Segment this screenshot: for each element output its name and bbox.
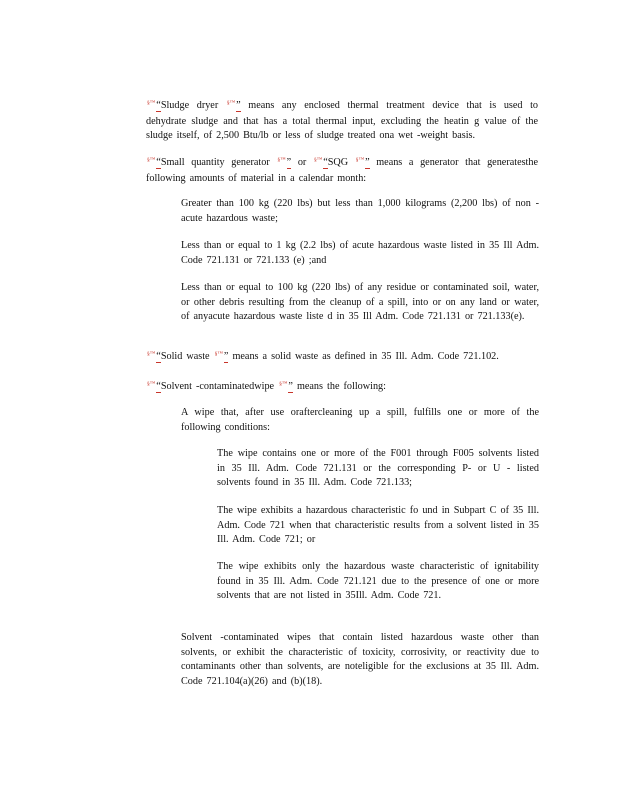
term-sludge-dryer: Sludge dryer (160, 100, 219, 111)
wipe-condition-3: The wipe exhibits only the hazardous waste characteristic of ignitability found in 35 Ill. Adm. Code 721.121 due to the presence of one or more solvents that are not listed in 35Ill. Adm. Code 721. (217, 561, 539, 602)
sqg-item-2: Less than or equal to 1 kg (2.2 lbs) of acute hazardous waste listed in 35 Ill Adm. Code 721.131 or 721.133 (e) ;and (181, 240, 539, 266)
definition-open-mark: §™ (313, 157, 323, 163)
definition-close-mark: §™ (355, 157, 365, 163)
close-quote: ” (365, 157, 370, 168)
definition-open-mark: §™ (147, 351, 156, 357)
term-solvent-contaminated-wipe: Solvent -contaminatedwipe (160, 381, 275, 392)
definition-solvent-contaminated-wipe (146, 380, 538, 396)
close-quote: ” (288, 381, 293, 392)
wipe-condition-1: The wipe contains one or more of the F001 through F005 solvents listed in 35 Ill. Adm. Code 721.131 or the corresponding P- or U - listed solvents found in 35 Ill. Adm. Code 721.133; (217, 448, 539, 489)
term-sqg: SQG (327, 157, 349, 168)
open-quote: “ (156, 100, 161, 111)
definition-solid-waste (146, 350, 538, 366)
wipe-item-b: Solvent -contaminated wipes that contain listed hazardous waste other than solvents, or exhibit the characteristic of toxicity, corrosivity, or reactivity due to contaminants other than solvents, are noteligible for the exclusions at 35 Ill. Adm. Code 721.104(a)(26) and (b)(18). (181, 632, 539, 687)
definition-open-mark: §™ (147, 157, 156, 163)
solvent-wipe-body: means the following: (296, 381, 386, 392)
wipe-item-a: A wipe that, after use oraftercleaning up a spill, fulfills one or more of the following conditions: (181, 407, 539, 433)
definition-close-mark: §™ (226, 100, 236, 106)
definition-close-mark: §™ (214, 351, 223, 357)
definition-small-quantity-generator (146, 156, 538, 186)
sludge-dryer-body: means any enclosed thermal treatment device that is used to dehydrate sludge and that has a total thermal input, excluding the heatin g value of the sludge itself, of 2,500 Btu/lb or less of sludge treated ona wet -weight basis. (146, 100, 539, 142)
definition-open-mark: §™ (147, 100, 156, 106)
definition-close-mark: §™ (277, 157, 286, 163)
definition-sludge-dryer (146, 99, 538, 144)
open-quote: “ (156, 157, 161, 168)
close-quote: ” (223, 351, 229, 362)
sqg-item-1: Greater than 100 kg (220 lbs) but less than 1,000 kilograms (2,200 lbs) of non -acute hazardous waste; (181, 198, 539, 224)
definition-open-mark: §™ (147, 381, 156, 387)
open-quote: “ (323, 157, 328, 168)
definition-close-mark: §™ (279, 381, 288, 387)
sqg-item-3: Less than or equal to 100 kg (220 lbs) of any residue or contaminated soil, water, or other debris resulting from the cleanup of a spill, into or on any land or water, of anyacute hazardous waste liste d in 35 Ill Adm. Code 721.131 or 721.133(e). (181, 282, 539, 323)
wipe-condition-2: The wipe exhibits a hazardous characteristic fo und in Subpart C of 35 Ill. Adm. Code 721 when that characteristic results from a solvent listed in 35 Ill. Adm. Code 721; or (217, 505, 539, 546)
open-quote: “ (156, 381, 161, 392)
close-quote: ” (236, 100, 241, 111)
sqg-body: means a generator that generatesthe following amounts of material in a calendar month: (146, 157, 539, 184)
term-solid-waste: Solid waste (160, 351, 210, 362)
close-quote: ” (286, 157, 292, 168)
term-small-quantity-generator: Small quantity generator (160, 157, 270, 168)
sqg-or: or (297, 157, 307, 168)
open-quote: “ (156, 351, 161, 362)
solid-waste-body: means a solid waste as defined in 35 Ill. Adm. Code 721.102. (232, 351, 499, 362)
